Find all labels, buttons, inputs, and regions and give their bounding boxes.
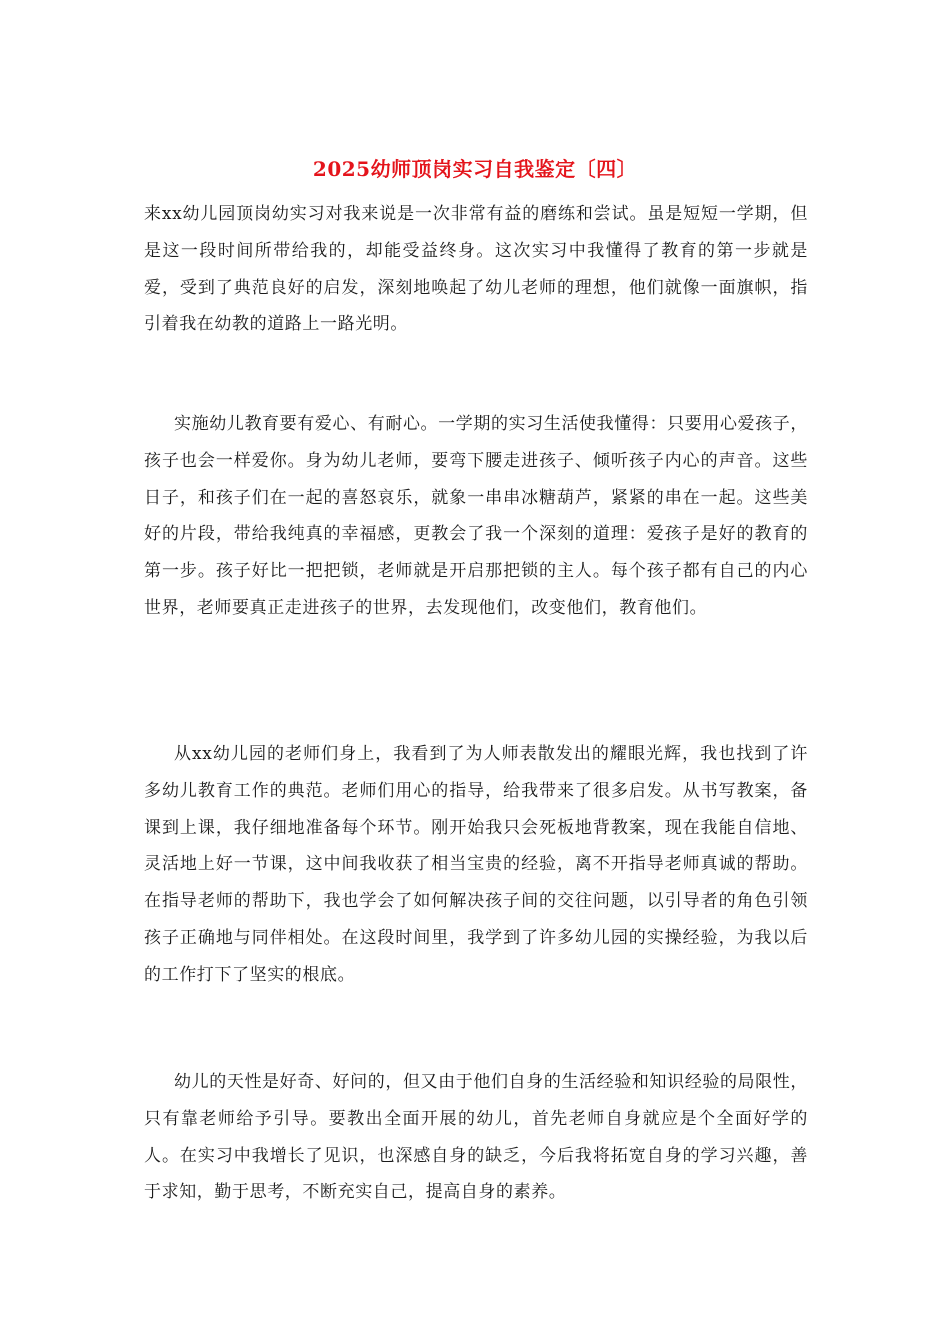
paragraph-teacher-models: 从xx幼儿园的老师们身上，我看到了为人师表散发出的耀眼光辉，我也找到了许多幼儿教育工作的典范。老师们用心的指导，给我带来了很多启发。从书写教案，备课到上课，我仔细地准备每个环节。刚开始我只会死板地背教案，现在我能自信地、灵活地上好一节课，这中间我收获了相当宝贵的经验，离不开指导老师真诚的帮助。在指导老师的帮助下，我也学会了如何解决孩子间的交往问题，以引导者的角色引领孩子正确地与同伴相处。在这段时间里，我学到了许多幼儿园的实操经验，为我以后的工作打下了坚实的根底。 xyxy=(144,744,808,985)
document-title: 2025幼师顶岗实习自我鉴定〔四〕 xyxy=(312,157,638,181)
paragraph-intro: 来xx幼儿园顶岗幼实习对我来说是一次非常有益的磨练和尝试。虽是短短一学期，但是这一段时间所带给我的，却能受益终身。这次实习中我懂得了教育的第一步就是爱，受到了典范良好的启发，深刻地唤起了幼儿老师的理想，他们就像一面旗帜，指引着我在幼教的道路上一路光明。 xyxy=(144,204,808,335)
paragraph-love-patience: 实施幼儿教育要有爱心、有耐心。一学期的实习生活使我懂得：只要用心爱孩子，孩子也会一样爱你。身为幼儿老师，要弯下腰走进孩子、倾听孩子内心的声音。这些日子，和孩子们在一起的喜怒哀乐，就象一串串冰糖葫芦，紧紧的串在一起。这些美好的片段，带给我纯真的幸福感，更教会了我一个深刻的道理：爱孩子是好的教育的第一步。孩子好比一把把锁，老师就是开启那把锁的主人。每个孩子都有自己的内心世界，老师要真正走进孩子的世界，去发现他们，改变他们，教育他们。 xyxy=(144,414,808,618)
paragraph-self-improvement: 幼儿的天性是好奇、好问的，但又由于他们自身的生活经验和知识经验的局限性，只有靠老师给予引导。要教出全面开展的幼儿，首先老师自身就应是个全面好学的人。在实习中我增长了见识，也深感自身的缺乏，今后我将拓宽自身的学习兴趣，善于求知，勤于思考，不断充实自己，提高自身的素养。 xyxy=(144,1072,808,1203)
